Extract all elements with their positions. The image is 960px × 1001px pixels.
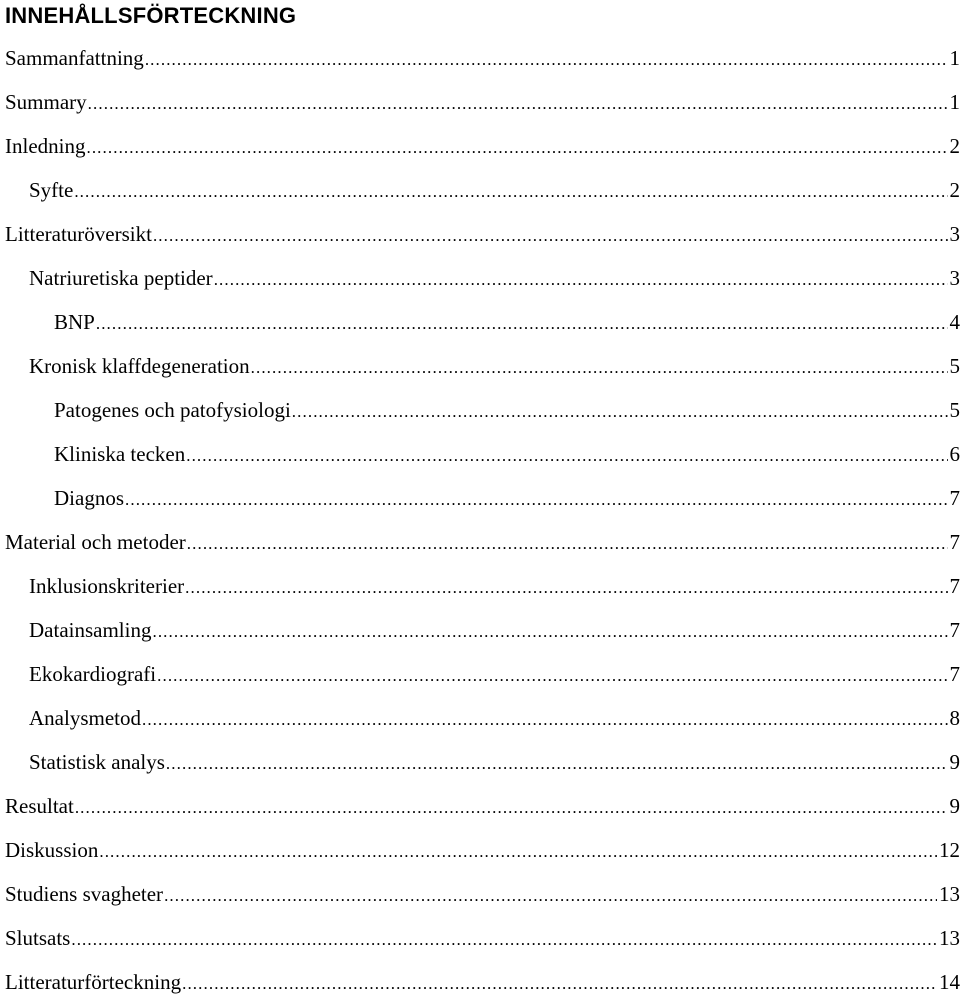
dot-leader bbox=[164, 881, 937, 909]
toc-entry-page-number: 3 bbox=[949, 222, 960, 246]
toc-entry-page-number: 8 bbox=[949, 706, 960, 730]
toc-entry-page-number: 5 bbox=[949, 354, 960, 378]
toc-entry-page-number: 7 bbox=[949, 530, 960, 554]
toc-entry-patogenes-och-patofysiologi[interactable] bbox=[54, 395, 960, 425]
toc-entry-litteraturoversikt[interactable] bbox=[5, 219, 960, 249]
toc-entry-title: Datainsamling bbox=[29, 618, 152, 642]
toc-entry-statistisk-analys[interactable] bbox=[29, 747, 960, 777]
dot-leader bbox=[96, 309, 948, 337]
toc-entry-analysmetod[interactable] bbox=[29, 703, 960, 733]
toc-entry-resultat[interactable] bbox=[5, 791, 960, 821]
toc-entry-title: Litteraturöversikt bbox=[5, 222, 152, 246]
toc-entry-title: Diskussion bbox=[5, 838, 99, 862]
toc-entry-page-number: 1 bbox=[949, 46, 960, 70]
dot-leader bbox=[187, 529, 948, 557]
toc-entry-page-number: 9 bbox=[949, 794, 960, 818]
toc-entry-kliniska-tecken[interactable] bbox=[54, 439, 960, 469]
toc-entry-title: Kliniska tecken bbox=[54, 442, 186, 466]
toc-entry-title: Natriuretiska peptider bbox=[29, 266, 213, 290]
toc-entry-litteraturforteckning[interactable] bbox=[5, 967, 960, 997]
toc-entry-slutsats[interactable] bbox=[5, 923, 960, 953]
toc-entry-title: Inledning bbox=[5, 134, 86, 158]
dot-leader bbox=[214, 265, 948, 293]
toc-entry-inklusionskriterier[interactable] bbox=[29, 571, 960, 601]
toc-entry-datainsamling[interactable] bbox=[29, 615, 960, 645]
toc-entry-title: Inklusionskriterier bbox=[29, 574, 185, 598]
toc-entry-material-och-metoder[interactable] bbox=[5, 527, 960, 557]
toc-entry-title: Material och metoder bbox=[5, 530, 186, 554]
toc-entry-page-number: 7 bbox=[949, 662, 960, 686]
toc-entry-title: Patogenes och patofysiologi bbox=[54, 398, 291, 422]
dot-leader bbox=[153, 221, 948, 249]
toc-entry-title: Summary bbox=[5, 90, 87, 114]
toc-entry-inledning[interactable] bbox=[5, 131, 960, 161]
dot-leader bbox=[88, 89, 948, 117]
toc-entry-title: BNP bbox=[54, 310, 95, 334]
toc-entry-page-number: 2 bbox=[949, 134, 960, 158]
dot-leader bbox=[75, 793, 948, 821]
toc-entry-title: Slutsats bbox=[5, 926, 71, 950]
dot-leader bbox=[86, 133, 947, 161]
toc-entry-title: Ekokardiografi bbox=[29, 662, 157, 686]
dot-leader bbox=[74, 177, 947, 205]
dot-leader bbox=[292, 397, 948, 425]
toc-entry-title: Statistisk analys bbox=[29, 750, 165, 774]
toc-entry-studiens-svagheter[interactable] bbox=[5, 879, 960, 909]
toc-entry-page-number: 9 bbox=[949, 750, 960, 774]
dot-leader bbox=[166, 749, 948, 777]
toc-entry-page-number: 5 bbox=[949, 398, 960, 422]
toc-entry-bnp[interactable] bbox=[54, 307, 960, 337]
dot-leader bbox=[71, 925, 937, 953]
toc-entry-title: Litteraturförteckning bbox=[5, 970, 182, 994]
dot-leader bbox=[185, 573, 947, 601]
toc-entry-diagnos[interactable] bbox=[54, 483, 960, 513]
toc-entry-sammanfattning[interactable] bbox=[5, 43, 960, 73]
dot-leader bbox=[99, 837, 937, 865]
toc-entry-page-number: 1 bbox=[949, 90, 960, 114]
toc-entry-syfte[interactable] bbox=[29, 175, 960, 205]
toc-entry-page-number: 7 bbox=[949, 486, 960, 510]
toc-entry-page-number: 13 bbox=[939, 926, 960, 950]
toc-entry-title: Kronisk klaffdegeneration bbox=[29, 354, 250, 378]
toc-entry-title: Diagnos bbox=[54, 486, 124, 510]
dot-leader bbox=[251, 353, 948, 381]
dot-leader bbox=[157, 661, 947, 689]
toc-heading: INNEHÅLLSFÖRTECKNING bbox=[5, 3, 297, 28]
dot-leader bbox=[125, 485, 948, 513]
toc-entry-page-number: 7 bbox=[949, 618, 960, 642]
toc-entry-title: Analysmetod bbox=[29, 706, 141, 730]
toc-entry-page-number: 12 bbox=[939, 838, 960, 862]
toc-entry-page-number: 3 bbox=[949, 266, 960, 290]
toc-entry-kronisk-klaffdegeneration[interactable] bbox=[29, 351, 960, 381]
toc-entry-summary[interactable] bbox=[5, 87, 960, 117]
dot-leader bbox=[152, 617, 947, 645]
toc-entry-diskussion[interactable] bbox=[5, 835, 960, 865]
toc-entry-ekokardiografi[interactable] bbox=[29, 659, 960, 689]
toc-entry-title: Sammanfattning bbox=[5, 46, 144, 70]
dot-leader bbox=[145, 45, 948, 73]
dot-leader bbox=[186, 441, 947, 469]
toc-entry-page-number: 4 bbox=[949, 310, 960, 334]
toc-entry-natriuretiska-peptider[interactable] bbox=[29, 263, 960, 293]
toc-entry-page-number: 13 bbox=[939, 882, 960, 906]
dot-leader bbox=[142, 705, 948, 733]
toc-entry-page-number: 6 bbox=[949, 442, 960, 466]
toc-entry-page-number: 14 bbox=[939, 970, 960, 994]
toc-entry-page-number: 2 bbox=[949, 178, 960, 202]
toc-entry-title: Syfte bbox=[29, 178, 74, 202]
toc-entry-title: Studiens svagheter bbox=[5, 882, 164, 906]
dot-leader bbox=[182, 969, 937, 997]
toc-entry-page-number: 7 bbox=[949, 574, 960, 598]
toc-entry-title: Resultat bbox=[5, 794, 74, 818]
